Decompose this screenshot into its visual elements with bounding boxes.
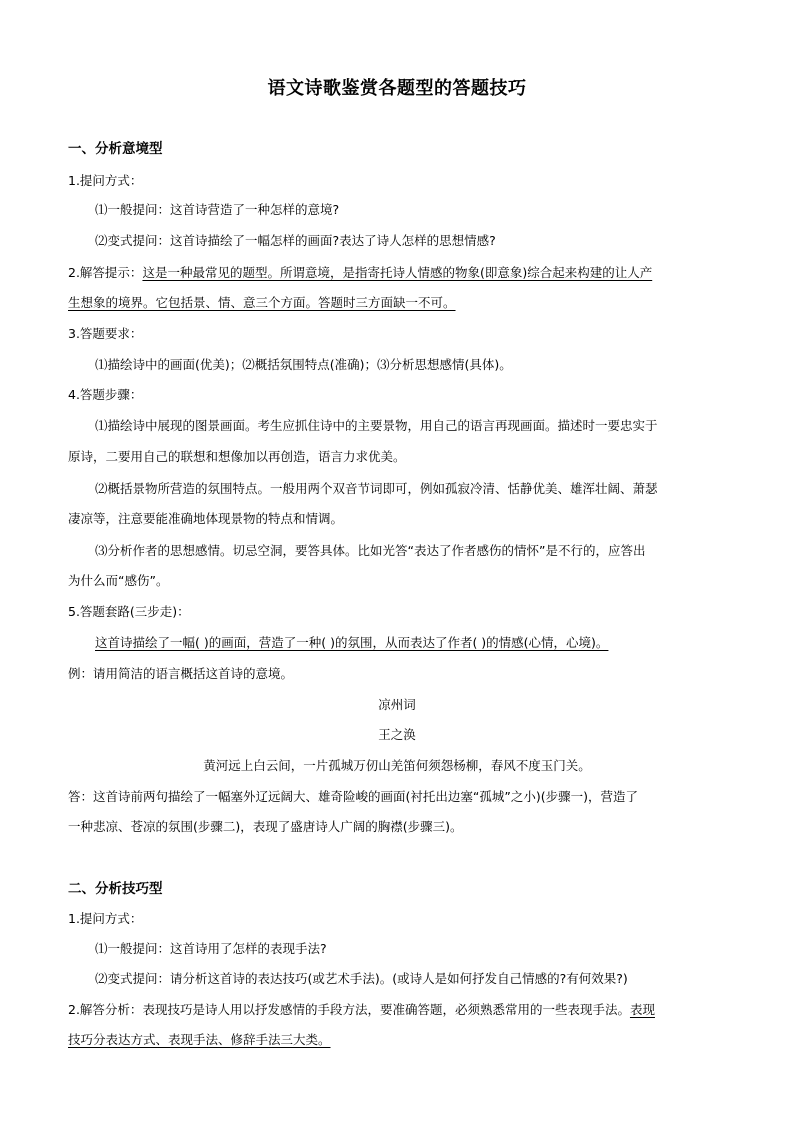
section2-analysis-label: 2.解答分析：: [68, 1002, 143, 1017]
section1-formula-text: 这首诗描绘了一幅( )的画面，营造了一种( )的氛围，从而表达了作者( )的情感(心情，心境)。: [95, 635, 609, 650]
section1-step3-line1: ⑶分析作者的思想感情。切忌空洞，要答具体。比如光答“表达了作者感伤的情怀”是不行的，应答出: [95, 543, 646, 558]
section1-answer-line2: 一种悲凉、苍凉的氛围(步骤二)，表现了盛唐诗人广阔的胸襟(步骤三)。: [68, 819, 463, 834]
section1-formula-label: 5.答题套路(三步走)：: [68, 604, 190, 619]
section1-steps-label: 4.答题步骤：: [68, 387, 143, 402]
section1-example-prompt: 例：请用简洁的语言概括这首诗的意境。: [68, 666, 294, 681]
section1-hint-label: 2.解答提示：: [68, 265, 143, 280]
section1-question-2: ⑵变式提问：这首诗描绘了一幅怎样的画面?表达了诗人怎样的思想情感?: [95, 233, 496, 248]
section2-analysis-line1: [68, 1001, 655, 1019]
section1-requirement-text: ⑴描绘诗中的画面(优美)；⑵概括氛围特点(准确)；⑶分析思想感情(具体)。: [95, 357, 512, 372]
section2-question-1: ⑴一般提问：这首诗用了怎样的表现手法?: [95, 941, 327, 956]
poem-text: 黄河远上白云间，一片孤城万仞山羌笛何须怨杨柳，春风不度玉门关。: [203, 758, 591, 773]
poem-author: 王之涣: [378, 727, 416, 742]
section1-answer-line1: 答：这首诗前两句描绘了一幅塞外辽远阔大、雄奇险峻的画面(衬托出边塞“孤城”之小)(步骤一)，营造了: [68, 789, 638, 804]
section1-requirement-label: 3.答题要求：: [68, 326, 143, 341]
section1-step3-line2: 为什么而“感伤”。: [68, 573, 169, 588]
section2-analysis-underlined1: 表现: [629, 1002, 655, 1017]
page-title: 语文诗歌鉴赏各题型的答题技巧: [267, 78, 527, 99]
section1-step1-line1: ⑴描绘诗中展现的图景画面。考生应抓住诗中的主要景物，用自己的语言再现画面。描述时一要忠实于: [95, 418, 658, 433]
section2-analysis-line2: 技巧分表达方式、表现手法、修辞手法三大类。: [68, 1032, 331, 1047]
section1-heading: 一、分析意境型: [68, 141, 163, 157]
section1-question-label: 1.提问方式：: [68, 173, 143, 188]
section1-step1-line2: 原诗，二要用自己的联想和想像加以再创造，语言力求优美。: [68, 449, 406, 464]
section1-step2-line1: ⑵概括景物所营造的氛围特点。一般用两个双音节词即可，例如孤寂冷清、恬静优美、雄浑壮阔、萧瑟: [95, 481, 658, 496]
section1-hint-text1: 这是一种最常见的题型。所谓意境，是指寄托诗人情感的物象(即意象)综合起来构建的让人产: [142, 265, 653, 280]
section1-hint-line2: 生想象的境界。它包括景、情、意三个方面。答题时三方面缺一不可。: [68, 295, 456, 310]
section2-heading: 二、分析技巧型: [68, 881, 163, 897]
section1-step2-line2: 凄凉等，注意要能准确地体现景物的特点和情调。: [68, 511, 344, 526]
section2-analysis-plain: 表现技巧是诗人用以抒发感情的手段方法，要准确答题，必须熟悉常用的一些表现手法。: [142, 1002, 630, 1017]
section2-question-2: ⑵变式提问：请分析这首诗的表达技巧(或艺术手法)。(或诗人是如何抒发自己情感的?有何效果?): [95, 971, 628, 986]
section1-question-1: ⑴一般提问：这首诗营造了一种怎样的意境?: [95, 202, 340, 217]
poem-title: 凉州词: [378, 697, 416, 712]
section1-hint-line1: [68, 264, 652, 282]
section2-question-label: 1.提问方式：: [68, 911, 143, 926]
